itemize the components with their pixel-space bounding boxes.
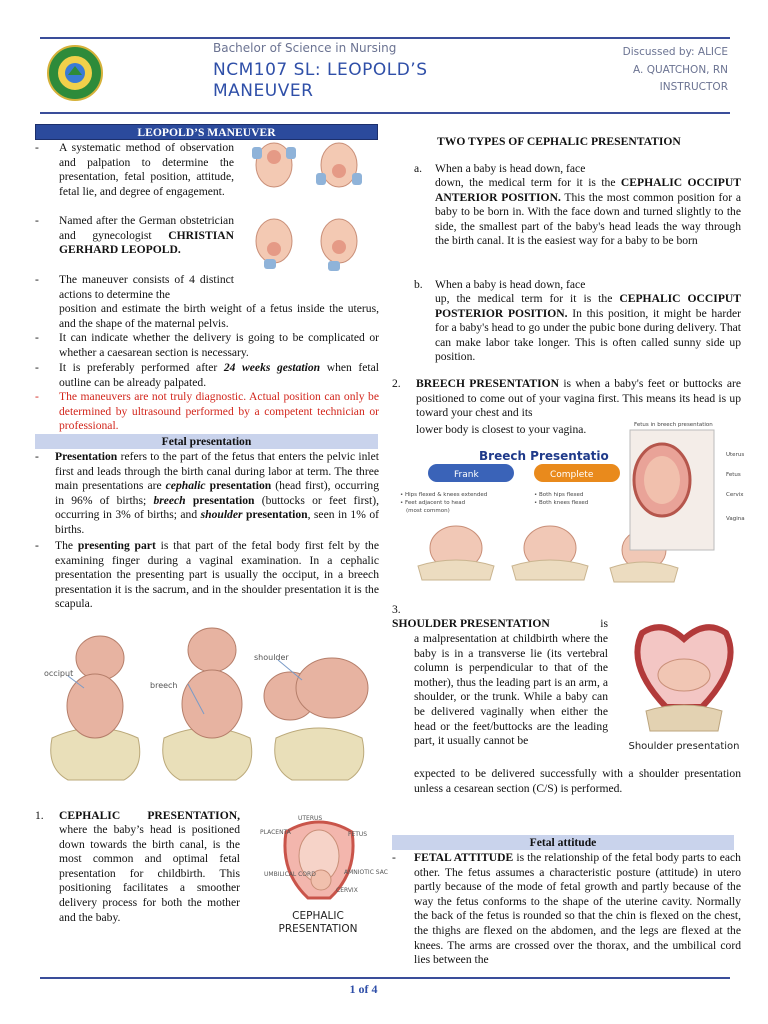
leopold-bullet-2-text: Named after the German obstetrician and gynecologist [59,214,234,242]
frank-label: Frank [454,470,479,480]
page-number: 1 of 4 [349,982,378,996]
cephalic-term: CEPHALIC PRESENTATION, [59,809,240,822]
fetal-attitude-body: is the relationship of the fetal body parts to each other. The fetus assumes a characteristic posture (attitude) in utero partly because of the mode of fetal growth and partly because of the way the fetus conforms to the shape of the uterine cavity. Normally the back of the fetus is rounded so that the chin is flexed on the chest, the thighs are flexed on the abdomen, and the legs are flexed at the knees. The arms are crossed over the thorax, and the umbilical cord lies between the [414,851,741,967]
bullet-5-post: when fetal outline can be already palpated. [59,361,380,389]
presentation-term: Presentation [55,450,118,463]
presentation-text-d: , seen in 1% of births. [55,508,379,536]
sac-label: AMNIOTIC SAC [344,869,388,876]
presentation-word: presentation [185,493,255,507]
presenting-part-text: is that part of the fetal body first felt by the examining finger during a vaginal examination. In a cephalic presentation the presenting part is usually the occiput, in a breech presentation it is the sacrum, and in the shoulder presentation it is the scapula. [55,539,379,611]
occiput-posterior-term: CEPHALIC OCCIPUT POSTERIOR POSITION. [435,292,742,320]
item-a-line1: When a baby is head down, face [435,162,586,175]
bullet-dash: - [35,273,39,286]
item-a-marker: a. [414,162,423,175]
cephalic-text: where the baby’s head is positioned down towards the birth canal, is the most common and optimal fetal presentation for childbirth. This positioning facilitates a smoother delivery process for both the mother and the baby. [59,823,240,924]
fetus-label: FETUS [348,831,368,838]
fetal-attitude-heading: Fetal attitude [392,835,734,850]
cord-label: UMBILICAL CORD [264,871,316,878]
presentation-text-b: (head first), occurring in 96% of births; [55,479,379,507]
inset-fetus-label: Fetus [726,472,741,478]
leopold-heading: LEOPOLD’S MANEUVER [35,124,378,140]
shoulder-figure [622,615,746,760]
bullet-dash: - [35,539,39,552]
leopold-bullet-4: It can indicate whether the delivery is going to be complicated or whether a caesarean section is necessary. [59,331,379,359]
breech-text-b: lower body is closest to your vagina. [416,423,587,436]
item-b-marker: b. [414,278,423,291]
item-a-pre: down, the medical term for it is the [435,176,616,189]
frank-note-3: (most common) [406,508,450,514]
discussed-by: Discussed by: ALICE A. QUATCHON, RN INSTRUCTOR [622,46,728,93]
leopold-bullet-5 [59,361,379,390]
bullet-5-pre: It is preferably performed after [59,361,218,374]
header-top-rule [40,37,730,39]
fetal-attitude-term: FETAL ATTITUDE [414,851,514,864]
program-name: Bachelor of Science in Nursing [213,41,397,55]
cephalic-caption: CEPHALIC PRESENTATION [278,910,358,935]
fetal-attitude-text [414,851,741,968]
presentation-text-a: refers to the part of the fetus that enters the pelvic inlet first and leads through the birth canal during labor at term. The three main presentations are [55,450,380,493]
shoulder-is: is [600,617,608,630]
breech-term: BREECH PRESENTATION [416,377,560,390]
presentation-paragraph [55,450,379,538]
complete-note-2: • Both knees flexed [534,500,589,506]
item-b-text [435,292,741,365]
cephalic-figure [258,812,388,942]
shoulder-text-end: expected to be delivered successfully with a shoulder presentation unless a cesarean section (C/S) is performed. [414,767,741,795]
frank-note-2: • Feet adjacent to head [400,500,466,506]
complete-note-1: • Both hips flexed [534,492,584,498]
shoulder-heading-line [392,617,608,632]
leopold-warning: The maneuvers are not truly diagnostic. Actual position can only be determined by ultrasound performed by a competent technician or professional. [59,390,379,433]
frank-note-1: • Hips flexed & knees extended [400,492,488,498]
item-b-line1: When a baby is head down, face [435,278,586,291]
leopold-bullet-2 [59,214,234,258]
item-a-text [435,176,741,249]
inset-uterus-label: Uterus [726,452,745,458]
two-types-heading: TWO TYPES OF CEPHALIC PRESENTATION [437,135,681,148]
leopold-name: CHRISTIAN GERHARD LEOPOLD. [59,228,234,257]
item-b-pre: up, the medical term for it is the [435,292,613,305]
inset-vagina-label: Vagina [726,516,745,522]
placenta-label: PLACENTA [260,829,291,836]
breech-figure-title: Breech Presentatio [479,449,609,463]
breech-text [416,377,741,421]
leopold-maneuver-figure [244,137,374,300]
presentation-word: presentation [209,479,272,493]
university-logo [46,44,104,102]
shoulder-label: shoulder [254,653,289,662]
cervix-label: CERVIX [336,887,358,894]
bullet-dash: - [35,141,39,154]
occiput-label: occiput [44,669,74,678]
document-title: NCM107 SL: LEOPOLD’S MANEUVER [213,60,428,101]
leopold-bullet-3a: The maneuver consists of 4 distinct actions to determine the [59,273,234,301]
presenting-part-paragraph [55,539,379,612]
bullet-dash: - [35,331,39,344]
presentations-figure [40,618,380,786]
bullet-dash: - [392,851,396,864]
presentation-text-c: (buttocks or feet first), occurring in 3% of births; and [55,493,379,522]
fetal-presentation-heading: Fetal presentation [35,434,378,449]
breech-figure [394,418,752,586]
complete-label: Complete [550,470,594,480]
breech-number: 2. [392,377,401,390]
item-a-body: This the most common position for a baby to be born in. With the face down and turned slightly to the side, the smallest part of the baby's head leads the way through the birth canal. It is the easiest way for a baby to be born [435,190,741,248]
shoulder-text: a malpresentation at childbirth where the baby is in a transverse lie (its vertebral column is perpendicular to that of the mother), thus the leading part is an arm, a shoulder, or the trunk. While a baby can be delivered vaginally when either the head or the feet/buttocks are the leading part, it usually cannot be [414,632,608,748]
bullet-dash: - [35,361,39,374]
leopold-bullet-1: A systematic method of observation and palpation to determine the presentation, fetal position, attitude, fetal lie, and degree of engagement. [59,141,234,198]
presenting-part-term: presenting part [77,539,156,552]
bullet-dash: - [35,450,39,463]
cephalic-term: cephalic [165,479,206,493]
breech-term: breech [153,493,186,507]
uterus-label: UTERUS [298,815,323,822]
header-bottom-rule [40,112,730,114]
leopold-bullet-3b: position and estimate the birth weight of a fetus inside the uterus, and the shape of the maternal pelvis. [59,302,379,330]
presentation-word: presentation [242,508,308,522]
breech-text-a: is when a baby's feet or buttocks are positioned to come out of your vagina first. This means its head is up toward your chest and its [416,377,741,420]
shoulder-term: SHOULDER PRESENTATION [392,617,550,630]
presenting-pre: The [55,539,74,552]
breech-inset-title: Fetus in breech presentation [634,422,713,428]
inset-cervix-label: Cervix [726,492,744,498]
bullet-dash: - [35,214,39,227]
gestation-weeks: 24 weeks gestation [223,361,321,374]
shoulder-number: 3. [392,603,401,616]
item-b-body: In this position, it might be harder for a baby's head to go under the pubic bone during delivery. That can make labor take longer. This is often called sunny side up position. [435,306,742,364]
breech-label: breech [150,681,178,690]
shoulder-caption: Shoulder presentation [628,741,740,752]
bullet-dash: - [35,390,39,403]
cephalic-number: 1. [35,809,44,822]
footer-rule [40,977,730,979]
occiput-anterior-term: CEPHALIC OCCIPUT ANTERIOR POSITION. [435,176,741,204]
shoulder-term: shoulder [200,508,243,522]
